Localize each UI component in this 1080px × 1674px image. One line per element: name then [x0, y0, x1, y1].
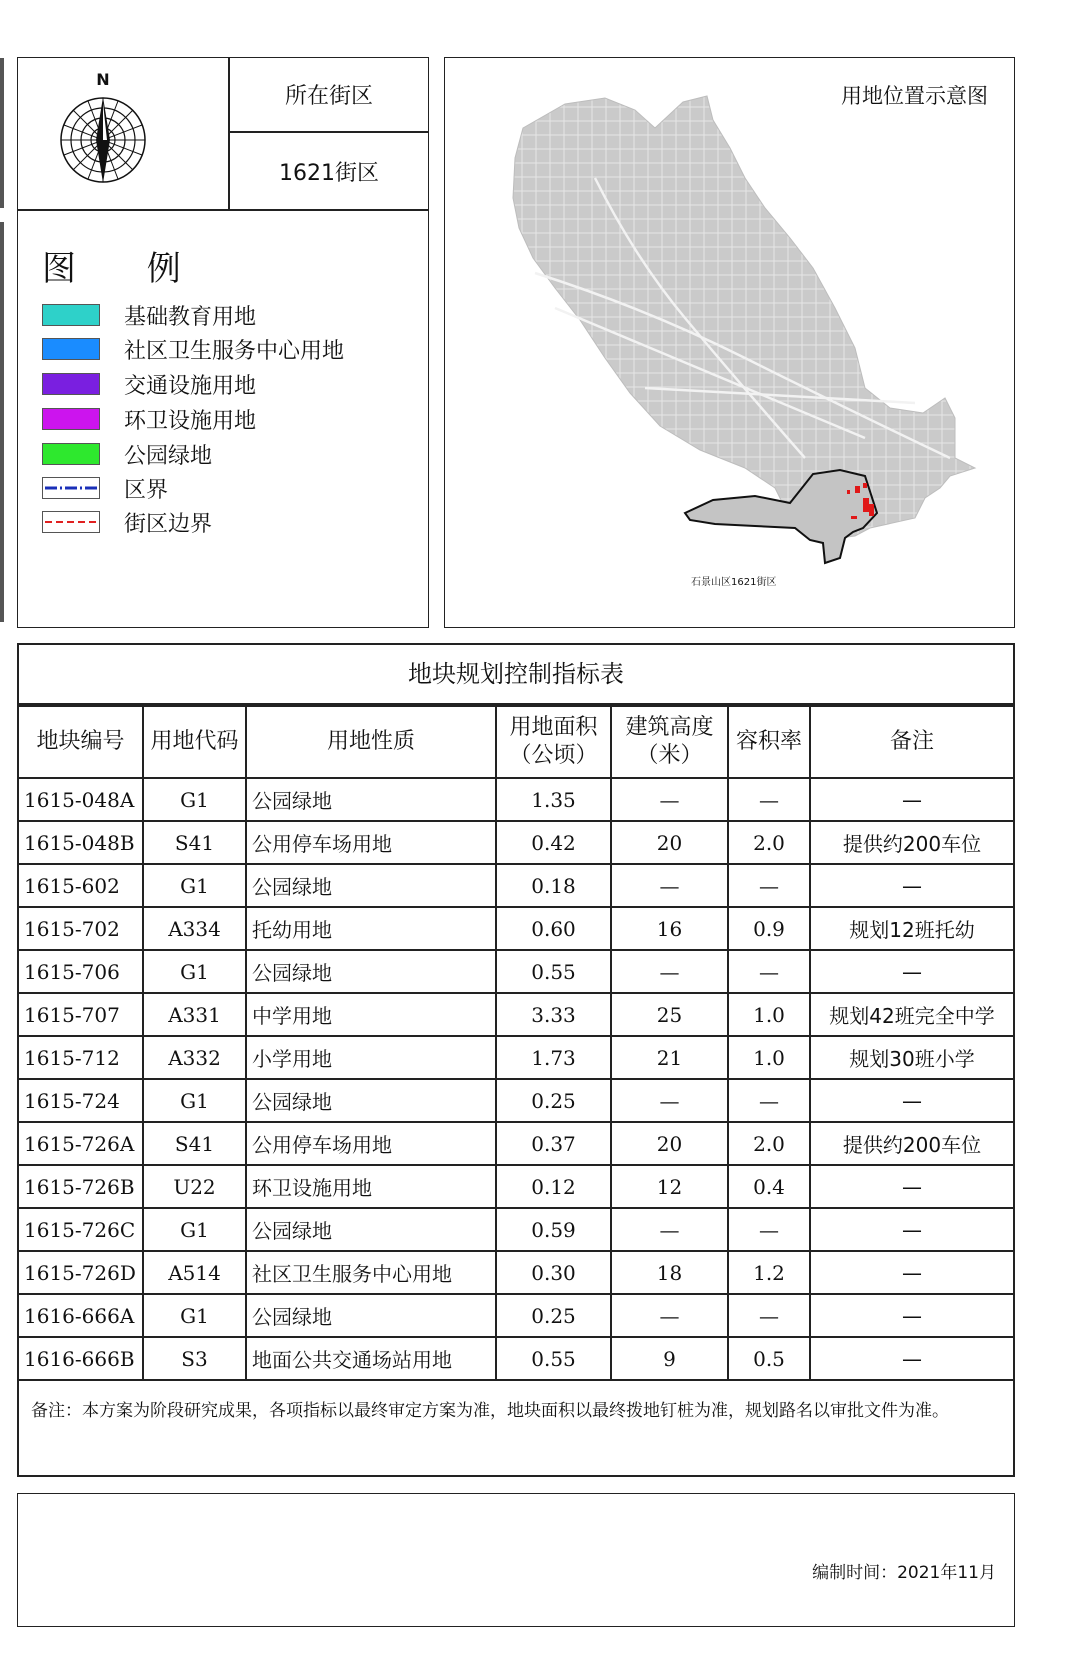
cell-remarks: —	[810, 1208, 1014, 1251]
block-label: 所在街区	[284, 84, 373, 109]
cell-land-use: 公园绿地	[246, 1208, 496, 1251]
cell-height: —	[611, 1208, 728, 1251]
legend-item-district-boundary	[42, 474, 168, 502]
table-row	[18, 907, 1014, 950]
cell-far: 2.0	[728, 1122, 810, 1165]
cell-land-code: S41	[143, 1122, 246, 1165]
cell-land-use: 环卫设施用地	[246, 1165, 496, 1208]
legend-item-community-health	[42, 335, 344, 363]
table-row	[18, 1165, 1014, 1208]
legend-swatch-basic-education	[42, 304, 100, 326]
legend-swatch-sanitation	[42, 408, 100, 430]
cell-far: —	[728, 778, 810, 821]
legend-item-transport	[42, 370, 256, 398]
cell-plot-no: 1615-048A	[18, 778, 143, 821]
cell-height: 20	[611, 1122, 728, 1165]
legend-item-label: 环卫设施用地	[124, 408, 257, 434]
cell-area: 0.30	[496, 1251, 611, 1294]
map-caption: 石景山区1621街区	[691, 577, 777, 588]
cell-remarks: —	[810, 1251, 1014, 1294]
cell-plot-no: 1615-712	[18, 1036, 143, 1079]
cell-remarks: —	[810, 1165, 1014, 1208]
block-value: 1621街区	[279, 160, 379, 186]
cell-area: 0.42	[496, 821, 611, 864]
cell-far: 2.0	[728, 821, 810, 864]
cell-far: —	[728, 1079, 810, 1122]
cell-remarks: —	[810, 778, 1014, 821]
header-far: 容积率	[728, 706, 810, 778]
legend-item-park	[42, 440, 212, 468]
cell-land-use: 公园绿地	[246, 778, 496, 821]
legend-panel	[17, 210, 429, 628]
header-land-code: 用地代码	[143, 706, 246, 778]
cell-area: 0.37	[496, 1122, 611, 1165]
cell-land-use: 托幼用地	[246, 907, 496, 950]
legend-swatch-park	[42, 443, 100, 465]
cell-height: —	[611, 778, 728, 821]
cell-remarks: —	[810, 1337, 1014, 1380]
table-body	[18, 778, 1014, 1380]
cell-remarks: —	[810, 1294, 1014, 1337]
cell-land-code: G1	[143, 864, 246, 907]
cell-height: 20	[611, 821, 728, 864]
legend-swatch-block-boundary	[42, 511, 100, 533]
cell-far: 1.0	[728, 993, 810, 1036]
cell-land-code: A331	[143, 993, 246, 1036]
control-index-table	[17, 705, 1015, 1381]
cell-land-use: 公园绿地	[246, 950, 496, 993]
table-row	[18, 1251, 1014, 1294]
cell-land-code: A334	[143, 907, 246, 950]
cell-far: 0.4	[728, 1165, 810, 1208]
cell-area: 0.55	[496, 1337, 611, 1380]
table-header-row	[18, 706, 1014, 778]
cell-land-code: S41	[143, 821, 246, 864]
cell-height: —	[611, 864, 728, 907]
cell-land-use: 中学用地	[246, 993, 496, 1036]
cell-far: 1.0	[728, 1036, 810, 1079]
header-area: 用地面积 （公顷）	[496, 706, 611, 778]
legend-item-label: 公园绿地	[124, 443, 213, 469]
table-row	[18, 1337, 1014, 1380]
cell-land-use: 公园绿地	[246, 1079, 496, 1122]
cell-plot-no: 1615-726A	[18, 1122, 143, 1165]
left-edge-mark-top	[0, 58, 4, 208]
legend-item-basic-education	[42, 301, 256, 329]
cell-plot-no: 1616-666B	[18, 1337, 143, 1380]
legend-item-label: 基础教育用地	[124, 304, 257, 330]
legend-item-sanitation	[42, 405, 256, 433]
table-row	[18, 1122, 1014, 1165]
legend-swatch-community-health	[42, 338, 100, 360]
cell-height: —	[611, 950, 728, 993]
table-row	[18, 993, 1014, 1036]
cell-plot-no: 1615-702	[18, 907, 143, 950]
cell-height: 16	[611, 907, 728, 950]
cell-land-use: 小学用地	[246, 1036, 496, 1079]
header-remarks: 备注	[810, 706, 1014, 778]
cell-area: 0.12	[496, 1165, 611, 1208]
cell-plot-no: 1616-666A	[18, 1294, 143, 1337]
table-row	[18, 778, 1014, 821]
legend-item-label: 区界	[124, 477, 169, 503]
cell-far: 0.9	[728, 907, 810, 950]
cell-land-code: G1	[143, 1208, 246, 1251]
cell-remarks: 提供约200车位	[810, 821, 1014, 864]
header-plot-no: 地块编号	[18, 706, 143, 778]
cell-land-code: G1	[143, 950, 246, 993]
compass	[48, 70, 158, 195]
cell-area: 0.25	[496, 1079, 611, 1122]
cell-land-code: G1	[143, 1294, 246, 1337]
cell-area: 0.59	[496, 1208, 611, 1251]
cell-land-code: G1	[143, 778, 246, 821]
cell-remarks: 规划30班小学	[810, 1036, 1014, 1079]
cell-area: 0.55	[496, 950, 611, 993]
location-map-panel	[444, 57, 1015, 628]
compile-time: 编制时间：2021年11月	[812, 1563, 996, 1583]
cell-remarks: —	[810, 1079, 1014, 1122]
legend-swatch-district-boundary	[42, 477, 100, 499]
cell-land-use: 地面公共交通场站用地	[246, 1337, 496, 1380]
map-title: 用地位置示意图	[841, 84, 988, 108]
cell-far: 1.2	[728, 1251, 810, 1294]
cell-far: —	[728, 950, 810, 993]
cell-height: 18	[611, 1251, 728, 1294]
cell-land-use: 公园绿地	[246, 864, 496, 907]
table-row	[18, 950, 1014, 993]
cell-plot-no: 1615-726C	[18, 1208, 143, 1251]
cell-height: —	[611, 1079, 728, 1122]
legend-item-block-boundary	[42, 508, 212, 536]
cell-height: 21	[611, 1036, 728, 1079]
cell-remarks: —	[810, 950, 1014, 993]
table-title: 地块规划控制指标表	[19, 645, 1013, 705]
cell-remarks: —	[810, 864, 1014, 907]
control-index-table-panel	[17, 643, 1015, 1477]
cell-height: 9	[611, 1337, 728, 1380]
table-row	[18, 1036, 1014, 1079]
cell-plot-no: 1615-724	[18, 1079, 143, 1122]
legend-item-label: 街区边界	[124, 511, 213, 537]
cell-remarks: 规划12班托幼	[810, 907, 1014, 950]
cell-land-use: 公用停车场用地	[246, 821, 496, 864]
cell-land-use: 社区卫生服务中心用地	[246, 1251, 496, 1294]
cell-plot-no: 1615-602	[18, 864, 143, 907]
cell-plot-no: 1615-726B	[18, 1165, 143, 1208]
legend-item-label: 交通设施用地	[124, 373, 257, 399]
cell-area: 1.35	[496, 778, 611, 821]
cell-land-code: A514	[143, 1251, 246, 1294]
cell-area: 0.60	[496, 907, 611, 950]
table-row	[18, 1079, 1014, 1122]
cell-remarks: 规划42班完全中学	[810, 993, 1014, 1036]
table-row	[18, 864, 1014, 907]
table-row	[18, 1294, 1014, 1337]
cell-height: 12	[611, 1165, 728, 1208]
header-height: 建筑高度 （米）	[611, 706, 728, 778]
cell-far: —	[728, 1208, 810, 1251]
cell-area: 3.33	[496, 993, 611, 1036]
header-land-use: 用地性质	[246, 706, 496, 778]
legend-item-label: 社区卫生服务中心用地	[124, 338, 345, 364]
cell-land-code: U22	[143, 1165, 246, 1208]
cell-height: 25	[611, 993, 728, 1036]
cell-plot-no: 1615-726D	[18, 1251, 143, 1294]
cell-plot-no: 1615-707	[18, 993, 143, 1036]
table-row	[18, 821, 1014, 864]
cell-height: —	[611, 1294, 728, 1337]
compass-rose-icon	[58, 95, 148, 185]
left-edge-mark-bottom	[0, 222, 4, 622]
cell-area: 0.25	[496, 1294, 611, 1337]
cell-land-code: S3	[143, 1337, 246, 1380]
cell-remarks: 提供约200车位	[810, 1122, 1014, 1165]
table-footnote: 备注：本方案为阶段研究成果，各项指标以最终审定方案为准，地块面积以最终拨地钉桩为准，规划路名以审批文件为准。	[31, 1401, 949, 1421]
cell-area: 0.18	[496, 864, 611, 907]
cell-far: —	[728, 1294, 810, 1337]
cell-land-code: A332	[143, 1036, 246, 1079]
legend-swatch-transport	[42, 373, 100, 395]
cell-land-use: 公用停车场用地	[246, 1122, 496, 1165]
cell-plot-no: 1615-706	[18, 950, 143, 993]
table-row	[18, 1208, 1014, 1251]
footer-panel	[17, 1493, 1015, 1627]
cell-plot-no: 1615-048B	[18, 821, 143, 864]
cell-land-use: 公园绿地	[246, 1294, 496, 1337]
cell-area: 1.73	[496, 1036, 611, 1079]
legend-title: 图 例	[42, 249, 211, 289]
compass-panel	[17, 57, 429, 210]
north-label: N	[96, 70, 110, 89]
district-map	[445, 58, 1013, 626]
cell-far: 0.5	[728, 1337, 810, 1380]
cell-land-code: G1	[143, 1079, 246, 1122]
cell-far: —	[728, 864, 810, 907]
